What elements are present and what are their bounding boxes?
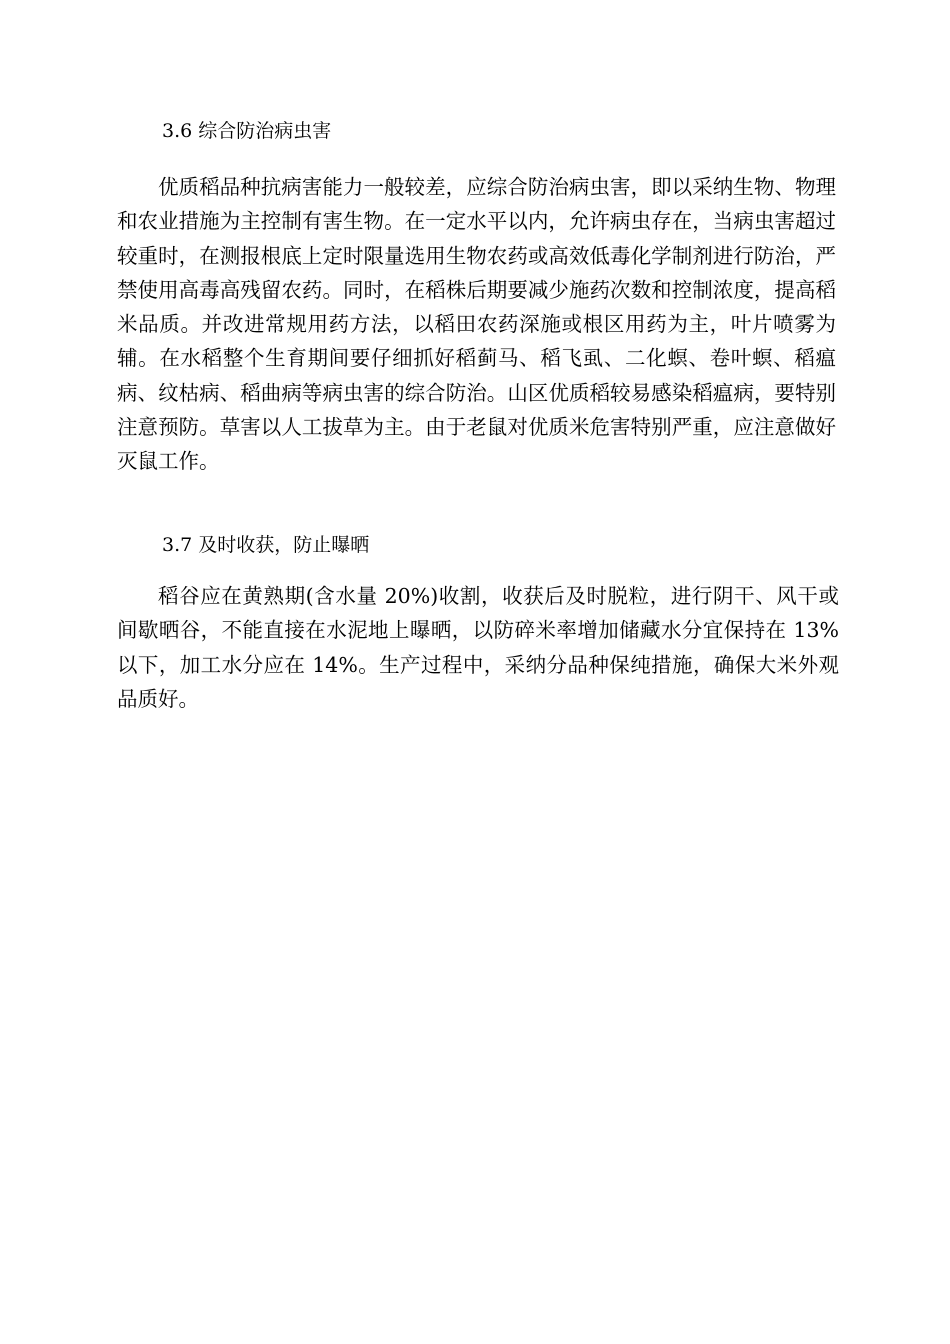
section-paragraph-3-7: 稻谷应在黄熟期(含水量 20%)收割，收获后及时脱粒，进行阴干、风干或间歇晒谷，不能直接在水泥地上曝晒，以防碎米率增加储藏水分宜保持在 13%以下，加工水分应在 14%。生产过程中，采纳分品种保纯措施，确保大米外观品质好。 bbox=[117, 584, 839, 711]
section-paragraph-3-6: 优质稻品种抗病害能力一般较差，应综合防治病虫害，即以采纳生物、物理和农业措施为主控制有害生物。在一定水平以内，允许病虫存在，当病虫害超过较重时，在测报根底上定时限量选用生物农药或高效低毒化学制剂进行防治，严禁使用高毒高残留农药。同时，在稻株后期要减少施药次数和控制浓度，提高稻米品质。并改进常规用药方法，以稻田农药深施或根区用药为主，叶片喷雾为辅。在水稻整个生育期间要仔细抓好稻蓟马、稻飞虱、二化螟、卷叶螟、稻瘟病、纹枯病、稻曲病等病虫害的综合防治。山区优质稻较易感染稻瘟病，要特别注意预防。草害以人工拔草为主。由于老鼠对优质米危害特别严重，应注意做好灭鼠工作。 bbox=[117, 175, 836, 474]
section-heading-3-6: 3.6 综合防治病虫害 bbox=[162, 120, 332, 142]
section-heading-3-7: 3.7 及时收获，防止曝晒 bbox=[162, 534, 370, 556]
